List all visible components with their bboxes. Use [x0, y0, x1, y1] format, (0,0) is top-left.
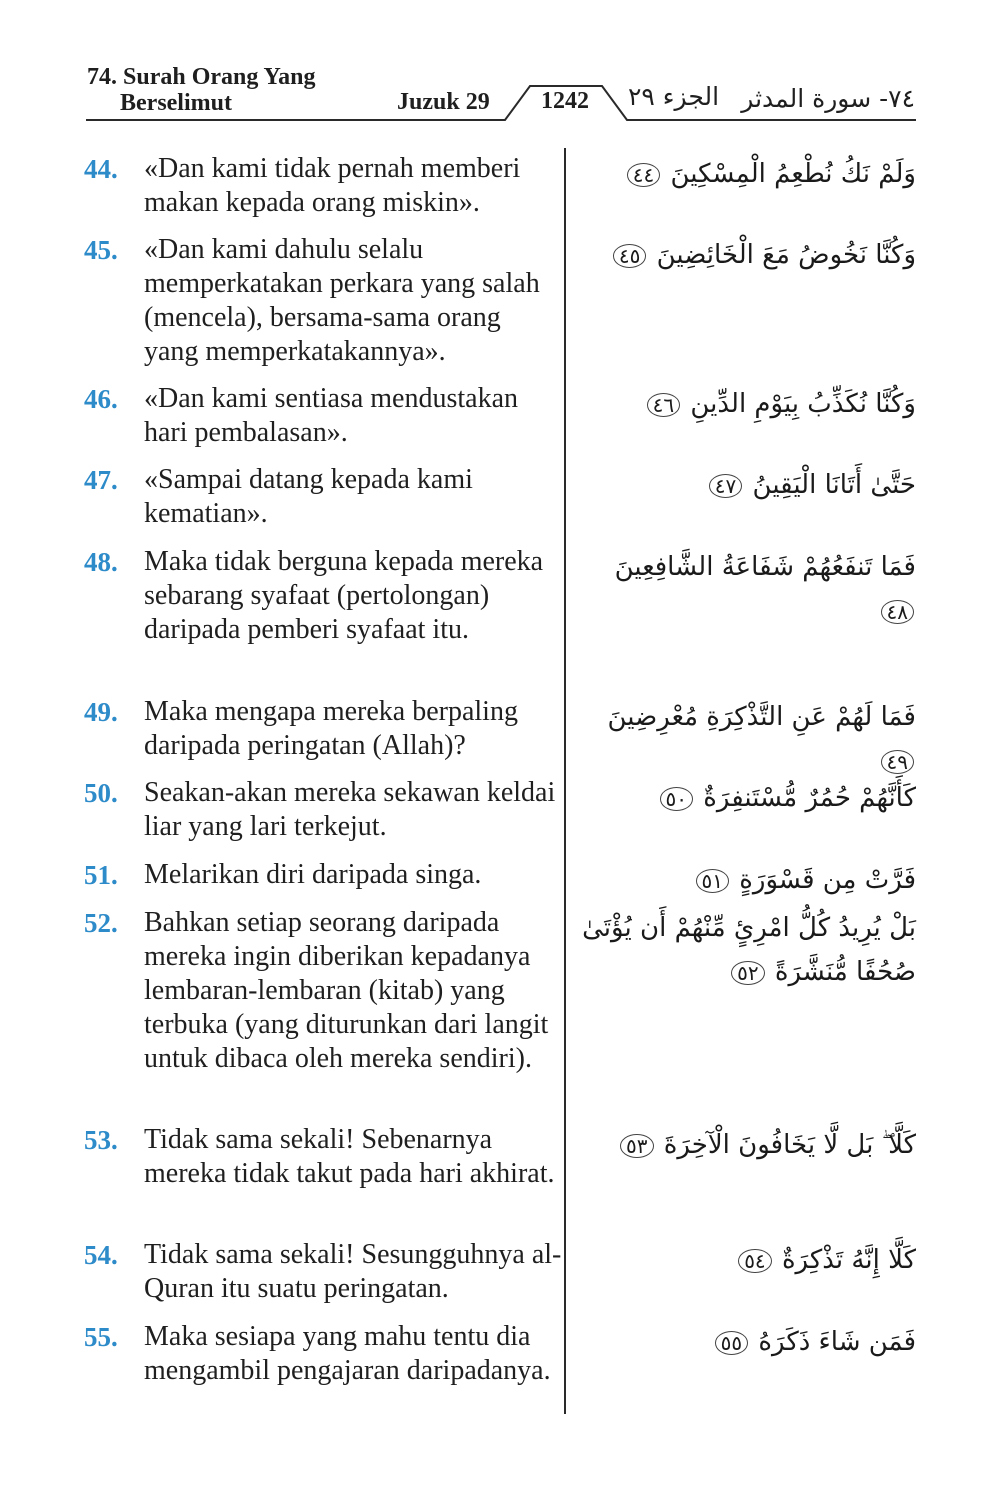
verse-translation: «Dan kami dahulu selalu memperkatakan perkara yang salah (mencela), bersama-sama orang yang memperkatakannya». [144, 234, 540, 367]
ayah-end-marker: ٤٤ [627, 163, 660, 187]
page-number: 1242 [541, 88, 589, 114]
arabic-text: حَتَّىٰ أَتَانَا الْيَقِينُ [752, 470, 916, 500]
ayah-end-marker: ٤٨ [881, 600, 914, 624]
verse-arabic [576, 463, 916, 507]
verse-number: 54. [84, 1240, 118, 1270]
verse-translation: Tidak sama sekali! Sesungguhnya al-Quran itu suatu peringatan. [144, 1239, 562, 1304]
verse-arabic [576, 1123, 916, 1167]
verse-translation: Maka mengapa mereka berpaling daripada peringatan (Allah)? [144, 696, 518, 761]
ayah-end-marker: ٥٣ [620, 1134, 653, 1158]
verse-translation: «Dan kami tidak pernah memberi makan kepada orang miskin». [144, 153, 521, 218]
ayah-end-marker: ٤٥ [613, 244, 646, 268]
verse-number: 49. [84, 697, 118, 727]
verse-translation: Maka sesiapa yang mahu tentu dia mengambil pengajaran daripadanya. [144, 1321, 551, 1386]
verse-number: 50. [84, 778, 118, 808]
arabic-text: وَلَمْ نَكُ نُطْعِمُ الْمِسْكِينَ [670, 159, 916, 189]
verse-arabic [576, 906, 916, 994]
verse-number: 53. [84, 1125, 118, 1155]
ayah-end-marker: ٤٩ [881, 750, 914, 774]
ayah-end-marker: ٥٢ [731, 961, 764, 985]
verse-translation: Tidak sama sekali! Sebenarnya mereka tidak takut pada hari akhirat. [144, 1124, 555, 1189]
verse-number: 52. [84, 908, 118, 938]
verse-translation: Seakan-akan mereka sekawan keldai liar yang lari terkejut. [144, 777, 556, 842]
verse-arabic [576, 382, 916, 426]
arabic-text: فَمَا لَهُمْ عَنِ التَّذْكِرَةِ مُعْرِضِينَ [607, 702, 916, 732]
ayah-end-marker: ٥١ [696, 869, 729, 893]
verse-number: 44. [84, 154, 118, 184]
arabic-text: وَكُنَّا نُكَذِّبُ بِيَوْمِ الدِّينِ [690, 389, 916, 419]
page-header [0, 0, 1000, 125]
ayah-end-marker: ٥٥ [715, 1331, 748, 1355]
verse-arabic [576, 776, 916, 820]
verse-arabic [576, 858, 916, 902]
arabic-text: بَلْ يُرِيدُ كُلُّ امْرِئٍ مِّنْهُمْ أَن يُؤْتَىٰ صُحُفًا مُّنَشَّرَةً [582, 913, 916, 987]
surah-title-line2: Berselimut [120, 90, 232, 116]
verse-translation: Melarikan diri daripada singa. [144, 859, 482, 890]
column-divider [564, 148, 566, 1414]
verse-number: 51. [84, 860, 118, 890]
verse-number: 46. [84, 384, 118, 414]
ayah-end-marker: ٤٦ [647, 393, 680, 417]
juzuk-label: Juzuk 29 [397, 89, 490, 115]
verse-translation: «Sampai datang kepada kami kematian». [144, 464, 473, 529]
verse-number: 48. [84, 547, 118, 577]
verse-arabic [576, 1320, 916, 1364]
verse-arabic [576, 233, 916, 277]
verse-number: 55. [84, 1322, 118, 1352]
ayah-end-marker: ٥٠ [660, 787, 693, 811]
arabic-text: كَأَنَّهُمْ حُمُرٌ مُّسْتَنفِرَةٌ [703, 783, 916, 813]
verse-translation: Maka tidak berguna kepada mereka sebarang syafaat (pertolongan) daripada pemberi syafaat itu. [144, 546, 544, 645]
arabic-text: فَمَا تَنفَعُهُمْ شَفَاعَةُ الشَّافِعِينَ [614, 552, 916, 582]
ayah-end-marker: ٤٧ [709, 474, 742, 498]
arabic-text: فَرَّتْ مِن قَسْوَرَةٍ [739, 865, 916, 895]
verse-number: 45. [84, 235, 118, 265]
juz-label-arabic: الجزء ٢٩ [628, 82, 720, 111]
arabic-text: فَمَن شَاءَ ذَكَرَهُ [758, 1327, 916, 1357]
verse-translation: «Dan kami sentiasa mendustakan hari pembalasan». [144, 383, 519, 448]
arabic-text: كَلَّا إِنَّهُ تَذْكِرَةٌ [781, 1245, 916, 1275]
arabic-text: وَكُنَّا نَخُوضُ مَعَ الْخَائِضِينَ [656, 240, 916, 270]
verse-arabic [576, 1238, 916, 1282]
surah-title-arabic: ٧٤- سورة المدثر [741, 84, 915, 113]
verse-arabic [576, 545, 916, 633]
arabic-text: كَلَّا ۖ بَل لَّا يَخَافُونَ الْآخِرَةَ [663, 1130, 916, 1160]
verse-arabic [576, 695, 916, 783]
verse-number: 47. [84, 465, 118, 495]
ayah-end-marker: ٥٤ [738, 1249, 771, 1273]
verse-arabic [576, 152, 916, 196]
verse-translation: Bahkan setiap seorang daripada mereka ingin diberikan kepadanya lembaran-lembaran (kitab) yang terbuka (yang diturunkan dari langit untuk dibaca oleh mereka sendiri). [144, 907, 549, 1074]
surah-title-line1: 74. Surah Orang Yang [87, 64, 316, 90]
